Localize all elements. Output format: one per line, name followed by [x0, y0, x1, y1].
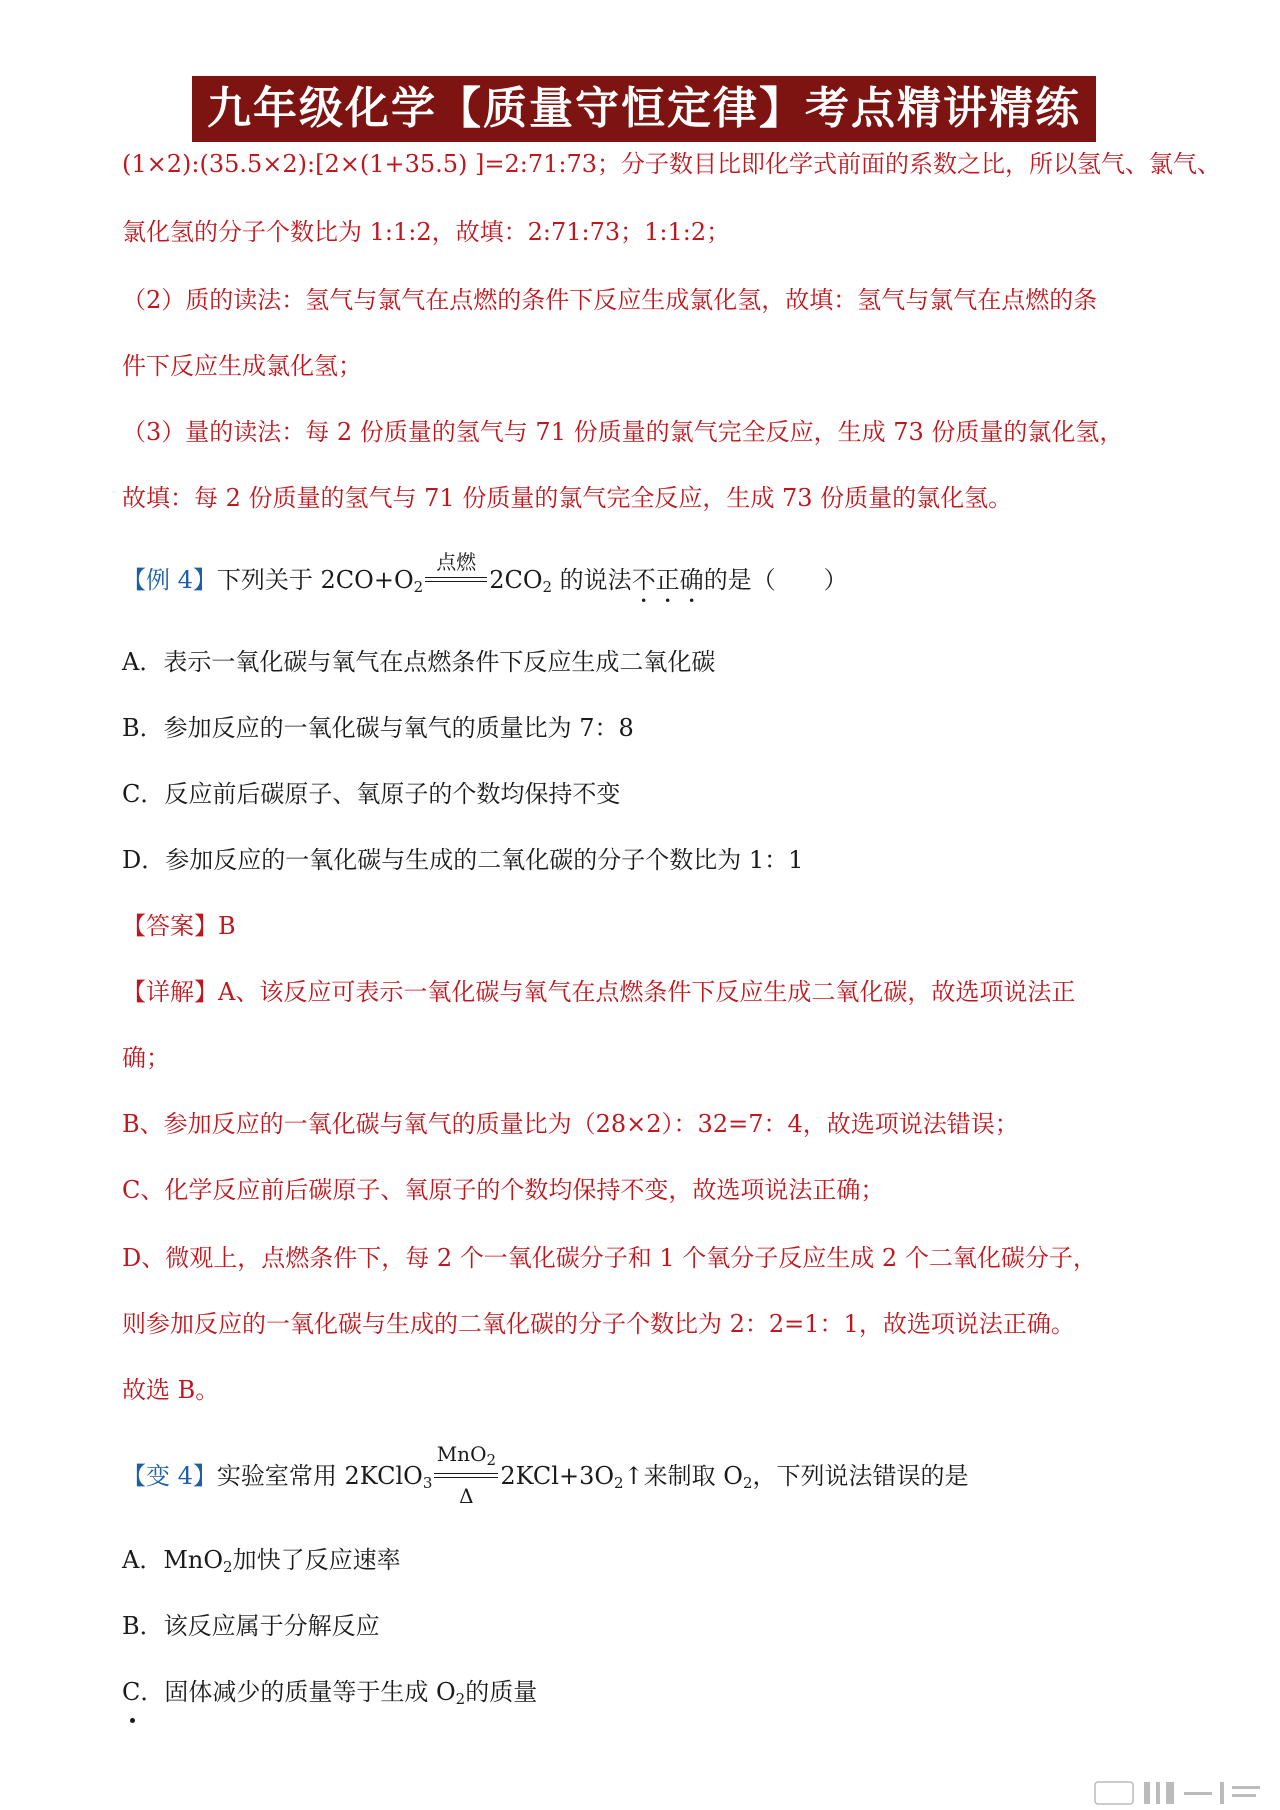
detail-line-d2: 则参加反应的一氧化碳与生成的二氧化碳的分子个数比为 2：2=1：1，故选项说法正确。	[122, 1310, 1075, 1338]
condition-label: 点燃	[436, 550, 477, 574]
o2-product-subscript: 2	[614, 1474, 624, 1492]
detail-line-d1: D、微观上，点燃条件下，每 2 个一氧化碳分子和 1 个氧分子反应生成 2 个二氧化碳分子，	[122, 1244, 1097, 1272]
answer-value: B	[218, 912, 236, 940]
gas-arrow: ↑	[623, 1462, 644, 1490]
variant-4-question	[122, 1442, 969, 1508]
variant-4-option-b: B．该反应属于分解反应	[122, 1612, 380, 1640]
variant-4-option-a: A．MnO$_2$加快了反应速率	[122, 1546, 401, 1576]
kclo3-subscript: 3	[422, 1474, 433, 1492]
solution-line-2: 氯化氢的分子个数比为 1:1:2，故填：2:71:73；1:1:2；	[122, 218, 731, 246]
detail-a-text: A、该反应可表示一氧化碳与氧气在点燃条件下反应生成二氧化碳，故选项说法正	[218, 978, 1076, 1006]
example-4-option-b: B．参加反应的一氧化碳与氧气的质量比为 7：8	[122, 714, 634, 742]
emphasized-text: 不正确	[631, 566, 704, 594]
answer-line	[122, 908, 236, 944]
example-4-option-a: A．表示一氧化碳与氧气在点燃条件下反应生成二氧化碳	[122, 648, 716, 676]
example-4-option-c: C．反应前后碳原子、氧原子的个数均保持不变	[122, 780, 621, 808]
example-4-question	[122, 550, 848, 608]
solution-line-1: (1×2):(35.5×2):[2×(1+35.5) ]=2:71:73；分子数目比即化学式前面的系数之比，所以氢气、氯气、	[122, 150, 1221, 178]
equation-product: 2CO	[489, 566, 543, 594]
variant-4-product: 2KCl+3O	[500, 1462, 615, 1490]
reaction-condition-arrow	[423, 550, 489, 598]
watermark-logo-icon	[1094, 1780, 1264, 1806]
variant-4-tail: ，下列说法错误的是	[752, 1462, 969, 1490]
answer-tag: 【答案】	[122, 912, 218, 940]
detail-line-b: B、参加反应的一氧化碳与氧气的质量比为（28×2）：32=7：4，故选项说法错误；	[122, 1110, 1019, 1138]
list-bullet-dot	[130, 1718, 135, 1723]
variant-4-option-c: C．固体减少的质量等于生成 $O_2$的质量	[122, 1678, 538, 1708]
detail-conclusion: 故选 B。	[122, 1376, 220, 1404]
variant-4-prefix: 实验室常用 2KClO	[216, 1462, 423, 1490]
heat-symbol: Δ	[459, 1484, 474, 1508]
detail-line-a2: 确；	[122, 1044, 170, 1072]
catalyst-label: MnO$_2$	[436, 1442, 497, 1469]
example-4-option-d: D．参加反应的一氧化碳与生成的二氧化碳的分子个数比为 1：1	[122, 846, 804, 874]
question-text-2: 的是（ ）	[703, 566, 848, 594]
equation-reactants: 下列关于 2CO+O	[216, 566, 414, 594]
detail-line-a1	[122, 974, 1075, 1010]
detail-line-c: C、化学反应前后碳原子、氧原子的个数均保持不变，故选项说法正确；	[122, 1176, 885, 1204]
solution-line-4: 件下反应生成氯化氢；	[122, 352, 362, 380]
detail-tag: 【详解】	[122, 978, 218, 1006]
solution-line-6: 故填：每 2 份质量的氢气与 71 份质量的氯气完全反应，生成 73 份质量的氯化氢。	[122, 484, 1013, 512]
solution-line-3: （2）质的读法：氢气与氯气在点燃的条件下反应生成氯化氢，故填：氢气与氯气在点燃的条	[122, 286, 1098, 314]
o2-suffix-subscript: 2	[742, 1474, 753, 1492]
example-4-tag: 【例 4】	[122, 566, 217, 594]
variant-4-suffix: 来制取 O	[643, 1462, 743, 1490]
catalyst-condition-arrow	[432, 1442, 500, 1508]
solution-line-5: （3）量的读法：每 2 份质量的氢气与 71 份质量的氯气完全反应，生成 73 份质量的氯化氢，	[122, 418, 1124, 446]
co2-subscript: 2	[542, 578, 553, 596]
o2-subscript: 2	[413, 578, 424, 596]
page-title: 九年级化学【质量守恒定律】考点精讲精练	[192, 76, 1096, 142]
question-text-1: 的说法	[552, 566, 632, 594]
variant-4-tag: 【变 4】	[122, 1462, 217, 1490]
